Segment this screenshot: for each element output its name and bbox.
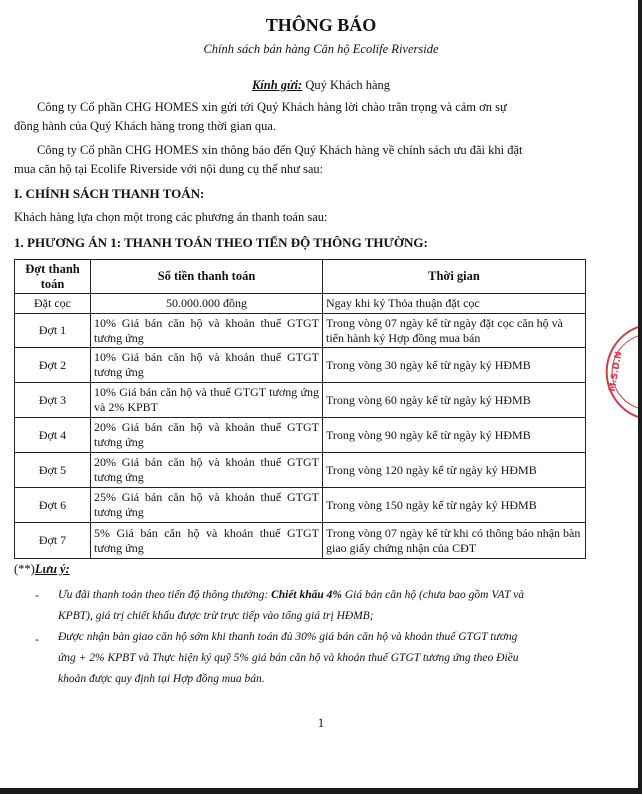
cell-time: Trong vòng 90 ngày kể từ ngày ký HĐMB [323, 418, 586, 453]
stamp-text: M.S.D.N [607, 350, 625, 393]
note-bullet-2 [58, 627, 578, 690]
cell-amount: 10% Giá bán căn hộ và khoản thuế GTGT tương ứng [91, 348, 323, 383]
cell-amount: 50.000.000 đồng [91, 294, 323, 314]
note-bullet-1 [58, 585, 578, 627]
cell-time: Trong vòng 60 ngày kể từ ngày ký HĐMB [323, 383, 586, 418]
intro-p1-line1: Công ty Cổ phần CHG HOMES xin gửi tới Quý Khách hàng lời chào trân trọng và cảm ơn sự [37, 100, 507, 114]
scan-edge-right [638, 0, 642, 794]
scan-edge-bottom [0, 788, 642, 794]
bullet-dash: - [35, 588, 39, 602]
document-title: THÔNG BÁO [265, 15, 377, 35]
cell-phase: Đợt 2 [15, 348, 91, 383]
bullet1-lead: Ưu đãi thanh toán theo tiến độ thông thường: [58, 589, 272, 601]
cell-amount: 5% Giá bán căn hộ và khoản thuế GTGT tương ứng [91, 523, 323, 559]
cell-time: Trong vòng 07 ngày kể từ ngày đặt cọc căn hộ và tiến hành ký Hợp đồng mua bán [323, 314, 586, 348]
cell-phase: Đợt 5 [15, 453, 91, 488]
table-row [15, 523, 586, 559]
document-subtitle: Chính sách bán hàng Căn hộ Ecolife Riverside [203, 42, 439, 56]
cell-time: Trong vòng 30 ngày kể từ ngày ký HĐMB [323, 348, 586, 383]
intro-p2-line2: mua căn hộ tại Ecolife Riverside với nội dung cụ thể như sau: [14, 162, 324, 176]
cell-phase: Đợt 1 [15, 314, 91, 348]
bullet1-discount: Chiết khấu 4% [271, 589, 342, 601]
notes-prefix: (**) [14, 562, 35, 576]
table-row [15, 348, 586, 383]
table-row [15, 418, 586, 453]
cell-phase: Đợt 4 [15, 418, 91, 453]
section-heading-payment-policy: I. CHÍNH SÁCH THANH TOÁN: [14, 186, 205, 201]
cell-time: Trong vòng 120 ngày kể từ ngày ký HĐMB [323, 453, 586, 488]
cell-phase: Đặt cọc [15, 294, 91, 314]
intro-p1-line2: đồng hành của Quý Khách hàng trong thời gian qua. [14, 119, 277, 133]
header-phase: Đợt thanh toán [15, 260, 91, 294]
cell-amount: 20% Giá bán căn hộ và khoản thuế GTGT tương ứng [91, 418, 323, 453]
payment-schedule-table [14, 259, 586, 559]
note-bullet-2-line2: ứng + 2% KPBT và Thực hiện ký quỹ 5% giá bán căn hộ và khoản thuế GTGT tương ứng theo Điều [58, 652, 519, 664]
company-stamp-icon [600, 322, 638, 422]
table-row [15, 488, 586, 523]
cell-amount: 20% Giá bán căn hộ và khoản thuế GTGT tương ứng [91, 453, 323, 488]
plan-heading: 1. PHƯƠNG ÁN 1: THANH TOÁN THEO TIẾN ĐỘ THÔNG THƯỜNG: [14, 235, 428, 250]
cell-phase: Đợt 7 [15, 523, 91, 559]
header-time: Thời gian [323, 260, 586, 294]
section-intro: Khách hàng lựa chọn một trong các phương án thanh toán sau: [14, 210, 328, 224]
cell-phase: Đợt 6 [15, 488, 91, 523]
bullet1-rest: Giá bán căn hộ (chưa bao gồm VAT và [342, 589, 525, 601]
notes-label: Lưu ý: [34, 562, 70, 576]
cell-amount: 25% Giá bán căn hộ và khoản thuế GTGT tương ứng [91, 488, 323, 523]
note-bullet-1-line1 [58, 585, 578, 606]
cell-amount: 10% Giá bán căn hộ và thuế GTGT tương ứng và 2% KPBT [91, 383, 323, 418]
note-bullet-2-line1: Được nhận bàn giao căn hộ sớm khi thanh toán đủ 30% giá bán căn hộ và khoản thuế GTGT tương [58, 631, 518, 643]
cell-amount: 10% Giá bán căn hộ và khoản thuế GTGT tương ứng [91, 314, 323, 348]
greeting-label: Kính gửi: [251, 78, 303, 92]
note-bullet-1-line2: KPBT), giá trị chiết khấu được trừ trực tiếp vào tổng giá trị HĐMB; [58, 610, 374, 622]
table-row [15, 294, 586, 314]
cell-time: Trong vòng 07 ngày kể từ khi có thông báo nhận bàn giao giấy chứng nhận của CĐT [323, 523, 586, 559]
notes-heading [14, 562, 70, 577]
greeting-value: Quý Khách hàng [302, 78, 391, 92]
table-row [15, 453, 586, 488]
note-bullet-2-line3: khoản được quy định tại Hợp đồng mua bán. [58, 673, 265, 685]
cell-time: Ngay khi ký Thỏa thuận đặt cọc [323, 294, 586, 314]
greeting [0, 78, 642, 93]
table-row [15, 383, 586, 418]
cell-time: Trong vòng 150 ngày kể từ ngày ký HĐMB [323, 488, 586, 523]
intro-p2-line1: Công ty Cổ phần CHG HOMES xin thông báo đến Quý Khách hàng về chính sách ưu đãi khi đặt [37, 143, 523, 157]
page-number: 1 [317, 716, 325, 730]
bullet-dash: - [35, 632, 39, 646]
table-row [15, 314, 586, 348]
header-amount: Số tiền thanh toán [91, 260, 323, 294]
table-header-row [15, 260, 586, 294]
cell-phase: Đợt 3 [15, 383, 91, 418]
